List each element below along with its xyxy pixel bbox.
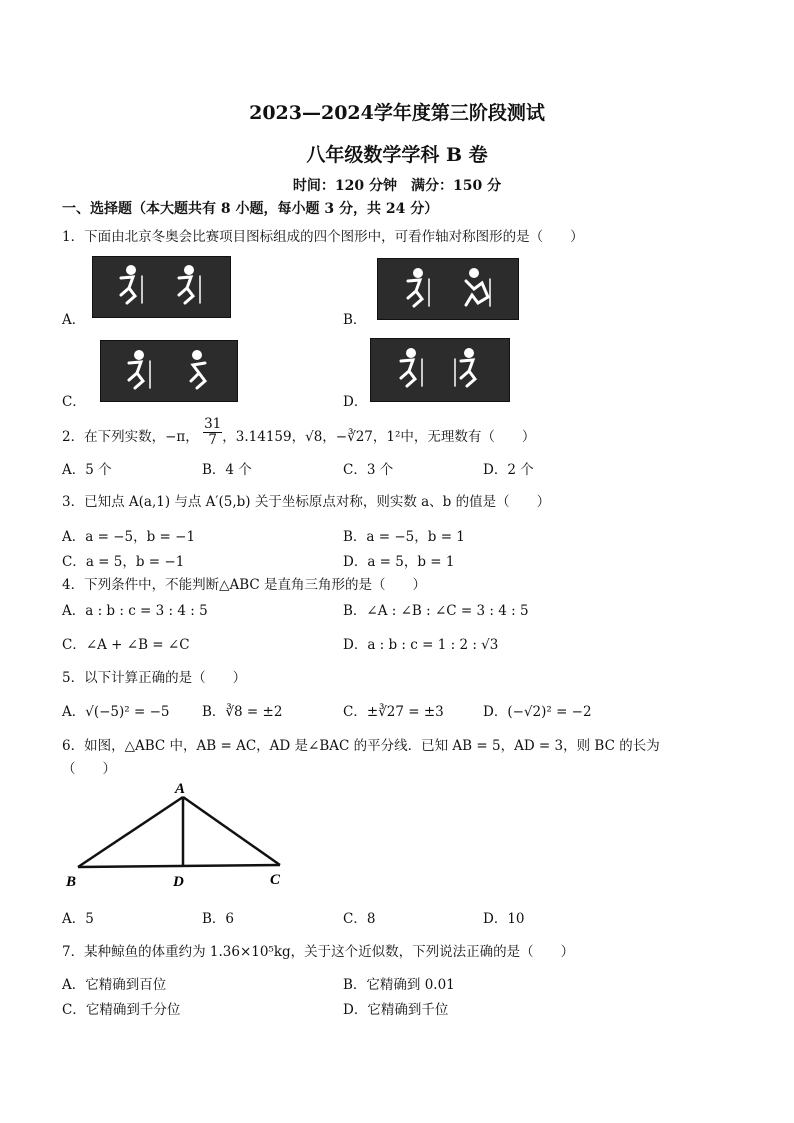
q6-triangle-figure	[60, 778, 300, 893]
q2-prefix: 2．在下列实数，	[62, 429, 166, 445]
exam-meta: 时间：120 分钟 满分：150 分	[292, 178, 502, 194]
q3-option-a: A．a = −5，b = −1	[62, 529, 196, 545]
q7-option-c: C．它精确到千分位	[62, 1002, 181, 1018]
q7-option-d: D．它精确到千位	[343, 1002, 449, 1018]
question-2-stem	[62, 416, 536, 448]
label-c: C	[270, 872, 281, 888]
question-3-stem: 3．已知点 A(a,1) 与点 A′(5,b) 关于坐标原点对称，则实数 a、b 的值是（ ）	[62, 494, 551, 510]
q5-option-a: A．√(−5)² = −5	[62, 704, 170, 720]
q5-option-b: B．∛8 = ±2	[202, 704, 283, 720]
q6-option-c: C．8	[343, 911, 376, 927]
segment-ac	[183, 797, 280, 865]
q4-option-b: B．∠A : ∠B : ∠C = 3 : 4 : 5	[343, 603, 529, 619]
label-a: A	[175, 781, 186, 797]
label-d: D	[173, 874, 184, 890]
q1-option-a-image	[92, 256, 231, 318]
q7-option-a: A．它精确到百位	[62, 977, 167, 993]
pictogram-pair-icon	[378, 259, 518, 319]
label-b: B	[66, 874, 77, 890]
q4-option-c: C．∠A + ∠B = ∠C	[62, 637, 190, 653]
q3-option-c: C．a = 5，b = −1	[62, 554, 185, 570]
q4-option-d: D．a : b : c = 1 : 2 : √3	[343, 637, 499, 653]
q6-option-b: B．6	[202, 911, 235, 927]
section-heading: 一、选择题（本大题共有 8 小题，每小题 3 分，共 24 分）	[62, 201, 439, 217]
q5-option-c: C．±∛27 = ±3	[343, 704, 444, 720]
q2-option-a: A．5 个	[62, 462, 112, 478]
question-5-stem: 5．以下计算正确的是（ ）	[62, 670, 247, 686]
q1-option-b-image	[377, 258, 519, 320]
q2-fraction-denominator: 7	[208, 432, 217, 448]
q4-option-a: A．a : b : c = 3 : 4 : 5	[62, 603, 208, 619]
segment-ab	[78, 797, 183, 867]
question-7-stem: 7．某种鲸鱼的体重约为 1.36×10⁵kg，关于这个近似数，下列说法正确的是（ ）	[62, 944, 575, 960]
question-1-stem: 1．下面由北京冬奥会比赛项目图标组成的四个图形中，可看作轴对称图形的是（ ）	[62, 229, 584, 245]
q2-option-b: B．4 个	[202, 462, 252, 478]
question-4-stem: 4．下列条件中，不能判断△ABC 是直角三角形的是（ ）	[62, 577, 427, 593]
q2-list2: ，3.14159，√8，−∛27，1²中，无理数有（ ）	[222, 429, 536, 445]
q6-option-d: D．10	[483, 911, 525, 927]
segment-bc	[78, 865, 280, 867]
q3-option-b: B．a = −5，b = 1	[343, 529, 465, 545]
question-6-stem-cont: （ ）	[62, 761, 116, 777]
exam-title: 2023—2024学年度第三阶段测试	[249, 102, 545, 124]
pictogram-pair-icon	[371, 339, 509, 401]
q1-option-d-label: D．	[343, 394, 368, 410]
q3-option-d: D．a = 5，b = 1	[343, 554, 455, 570]
q1-option-c-image	[100, 340, 238, 402]
q2-fraction-numerator: 31	[204, 416, 222, 433]
exam-subtitle: 八年级数学学科 B 卷	[306, 144, 488, 166]
pictogram-pair-icon	[101, 341, 237, 401]
q7-option-b: B．它精确到 0.01	[343, 977, 455, 993]
question-6-stem: 6．如图，△ABC 中，AB = AC，AD 是∠BAC 的平分线．已知 AB = 5，AD = 3，则 BC 的长为	[62, 738, 660, 754]
q2-option-d: D．2 个	[483, 462, 534, 478]
pictogram-pair-icon	[93, 257, 230, 317]
q2-list1: −π，	[165, 429, 199, 445]
q2-fraction	[203, 417, 222, 448]
q1-option-c-label: C．	[62, 394, 86, 410]
triangle-diagram	[60, 778, 300, 893]
q1-option-b-label: B．	[343, 312, 367, 328]
q1-option-d-image	[370, 338, 510, 402]
q2-option-c: C．3 个	[343, 462, 394, 478]
q5-option-d: D．(−√2)² = −2	[483, 704, 592, 720]
q6-option-a: A．5	[62, 911, 94, 927]
q1-option-a-label: A．	[62, 312, 86, 328]
